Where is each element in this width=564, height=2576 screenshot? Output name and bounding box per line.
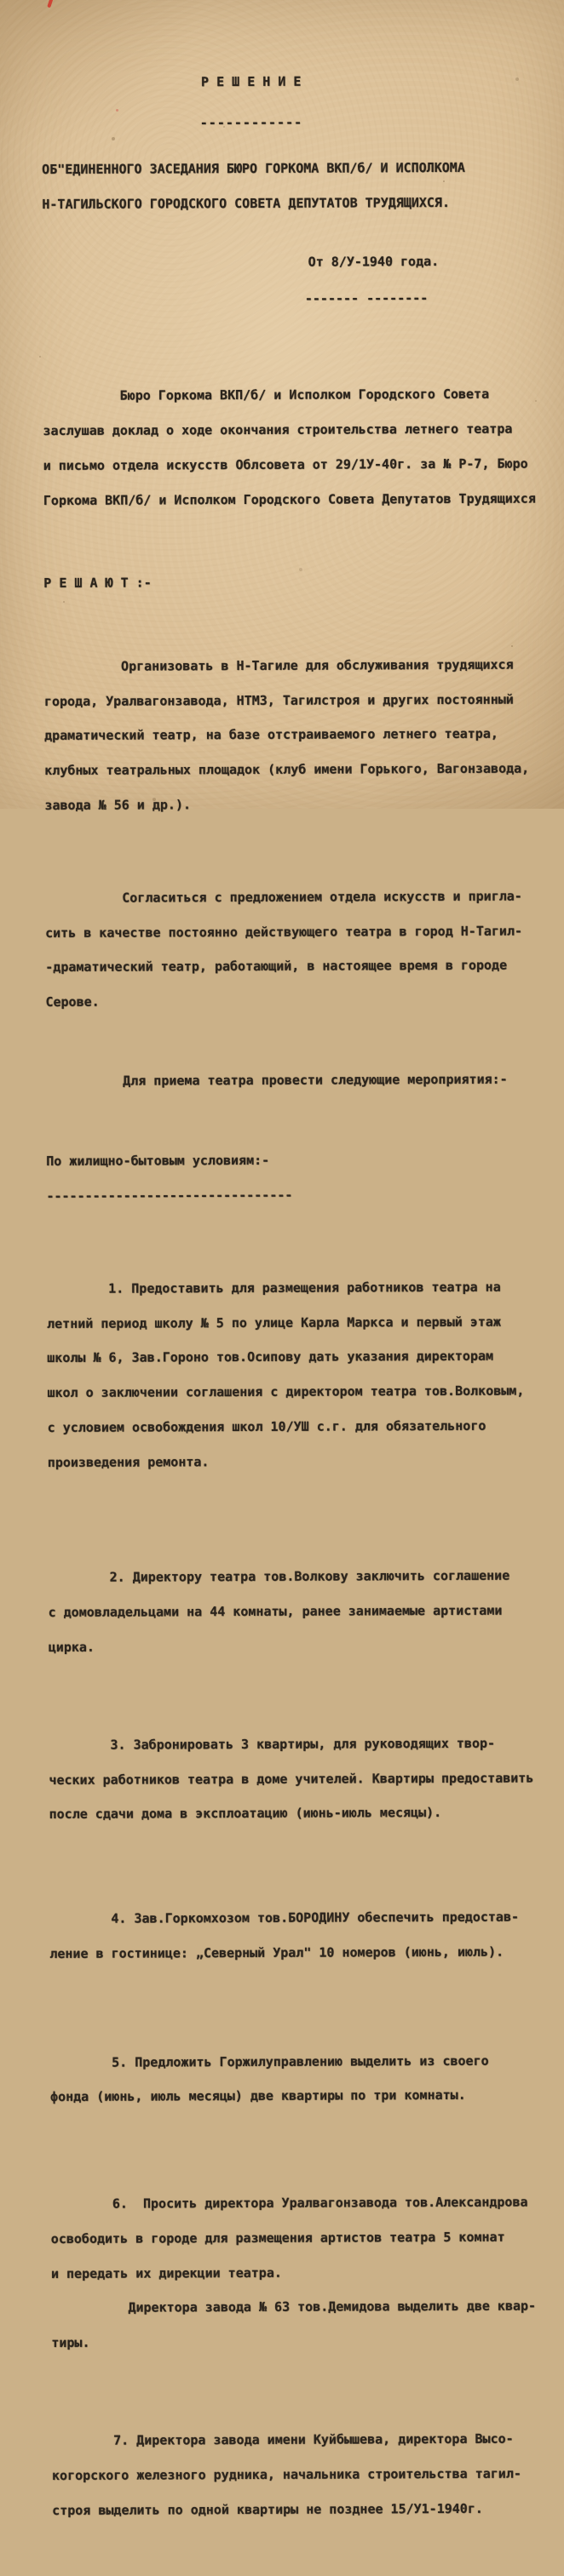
document-line: 3. Забронировать 3 квартиры, для руководящих твор-: [49, 1735, 496, 1753]
document-line: Серове.: [45, 993, 100, 1010]
subtitle-line-2: Н-ТАГИЛЬСКОГО ГОРОДСКОГО СОВЕТА ДЕПУТАТОВ ТРУДЯЩИХСЯ.: [42, 194, 451, 212]
document-line: города, Уралвагонзавода, НТМЗ, Тагилстроя и других постоянный: [43, 691, 514, 709]
document-line: Согласиться с предложением отдела искусств и пригла-: [44, 888, 522, 906]
section-underline: --------------------------------: [46, 1187, 293, 1205]
document-line: школ о заключении соглашения с директором театра тов.Волковым,: [47, 1382, 525, 1401]
resolve-heading: Р Е Ш А Ю Т :-: [43, 575, 152, 592]
document-line: сить в качестве постоянно действующего театра в город Н-Тагил-: [45, 923, 523, 941]
section-heading: По жилищно-бытовым условиям:-: [46, 1153, 270, 1170]
document-line: 2. Директору театра тов.Волкову заключить соглашение: [48, 1568, 510, 1586]
document-line: 5. Предложить Горжилуправлению выделить из своего: [49, 2052, 489, 2070]
document-body: [42, 40, 547, 2574]
paragraph-organize: [44, 636, 539, 835]
date-underline: ------- --------: [304, 289, 429, 306]
document-line: Горкома ВКП/б/ и Исполком Городского Совета Депутатов Трудящихся: [43, 490, 536, 508]
document-line: драматический театр, на базе отстраиваемого летнего театра,: [44, 726, 498, 744]
document-line: произведения ремонта.: [47, 1453, 210, 1470]
document-line: с условием освобождения школ 10/УШ с.г. для обязательного: [47, 1417, 486, 1435]
document-line: ческих работников театра в доме учителей. Квартиры предоставить: [49, 1770, 534, 1788]
title-underline: ------------: [199, 114, 303, 130]
document-line: после сдачи дома в эксплоатацию (июнь-июль месяцы).: [49, 1805, 442, 1823]
red-pencil-mark: [47, 0, 54, 8]
document-line: и передать их дирекции театра.: [50, 2264, 282, 2281]
document-line: Бюро Горкома ВКП/б/ и Исполком Городского Совета: [43, 386, 490, 404]
document-line: цирка.: [48, 1639, 95, 1655]
item-4: [49, 1888, 544, 1983]
document-line: 1. Предоставить для размещения работников театра на: [46, 1279, 501, 1297]
subtitle-line-1: ОБ"ЕДИНЕННОГО ЗАСЕДАНИЯ БЮРО ГОРКОМА ВКП/б/ И ИСПОЛКОМА: [42, 159, 465, 177]
item-2: [48, 1548, 543, 1677]
item-6: [50, 2173, 545, 2373]
document-line: фонда (июнь, июль месяцы) две квартиры по три комнаты.: [50, 2087, 466, 2105]
item-3: [49, 1714, 544, 1844]
document-line: тиры.: [51, 2335, 90, 2351]
document-line: школы № 6, Зав.Гороно тов.Осипову дать указания директорам: [47, 1348, 494, 1366]
document-line: когорского железного рудника, начальника строительства тагил-: [51, 2465, 521, 2483]
intro-paragraph: [43, 366, 538, 530]
document-title: Р Е Ш Е Н И Е: [200, 73, 302, 89]
document-line: освободить в городе для размещения артистов театра 5 комнат: [50, 2229, 505, 2247]
document-line: Директора завода № 63 тов.Демидова выделить две квар-: [51, 2298, 537, 2316]
document-line: ление в гостинице: „Северный Урал" 10 номеров (июнь, июль).: [49, 1943, 504, 1961]
date-line: От 8/У-1940 года.: [308, 254, 440, 270]
document-line: завода № 56 и др.).: [44, 797, 192, 814]
document-line: заслушав доклад о ходе окончания строительства летнего театра: [43, 421, 513, 439]
document-line: с домовладельцами на 44 комнаты, ранее занимаемые артистами: [48, 1602, 503, 1621]
measures-line: Для приема театра провести следующие мероприятия:-: [45, 1071, 508, 1089]
document-line: строя выделить по одной квартиры не позднее 15/У1-1940г.: [52, 2500, 483, 2518]
paper-specks: [0, 0, 2, 2]
document-line: 7. Директора завода имени Куйбышева, директора Высо-: [51, 2430, 514, 2448]
document-line: летний период школу № 5 по улице Карла Маркса и первый этаж: [47, 1314, 501, 1331]
item-1: [47, 1258, 542, 1491]
document-line: 4. Зав.Горкомхозом тов.БОРОДИНУ обеспечить предостав-: [49, 1909, 520, 1927]
item-7: [52, 2410, 547, 2539]
section-heading-block: [46, 1131, 540, 1226]
document-line: Организовать в Н-Тагиле для обслуживания трудящихся: [43, 656, 514, 674]
paragraph-agree: [45, 867, 540, 1032]
document-line: клубных театральных площадок (клуб имени Горького, Вагонзавода,: [44, 760, 530, 779]
item-5: [50, 2032, 544, 2127]
document-line: -драматический театр, работающий, в настоящее время в городе: [45, 957, 508, 976]
document-line: 6. Просить директора Уралвагонзавода тов.Александрова: [50, 2194, 528, 2212]
document-line: и письмо отдела искусств Облсовета от 29/1У-40г. за № Р-7, Бюро: [43, 455, 528, 474]
